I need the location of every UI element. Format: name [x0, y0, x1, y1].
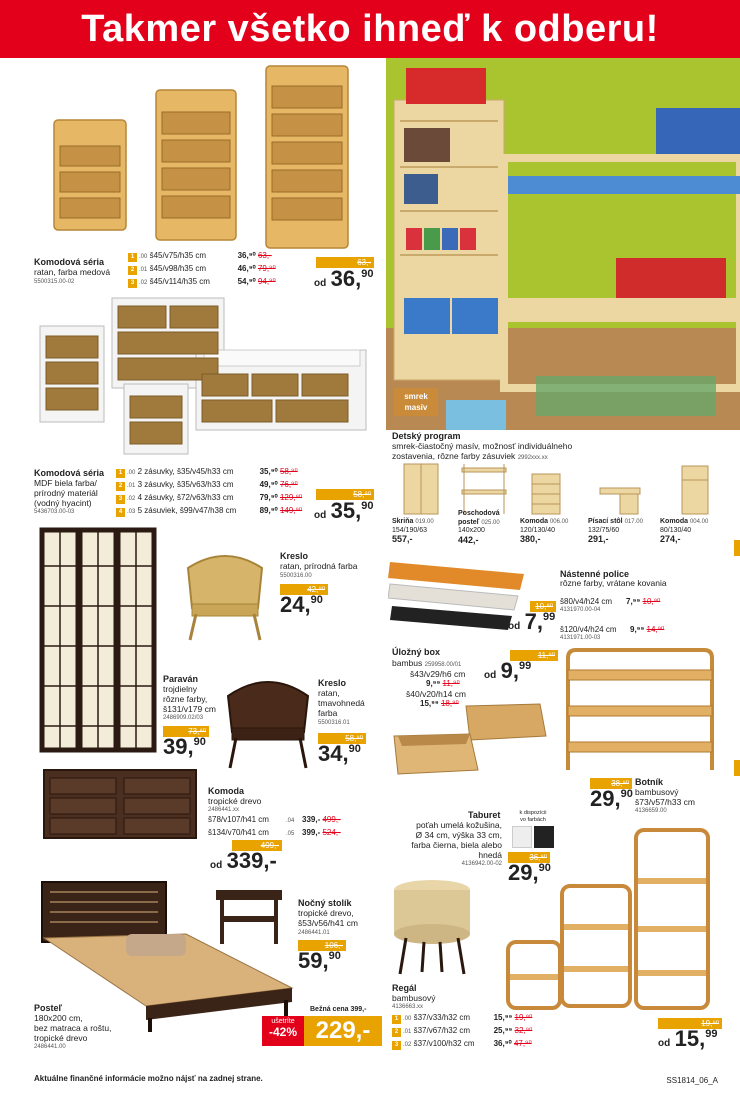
- option-old-price: 499,-: [322, 815, 341, 824]
- kids-item-name: Komoda: [660, 518, 688, 525]
- option-number: 2: [392, 1028, 401, 1037]
- option-dims: š45/v98/h35 cm: [149, 264, 207, 273]
- old-price: 58,⁹⁰: [345, 734, 363, 743]
- price-prefix: od: [658, 1038, 671, 1049]
- option-old-price: 10,⁹⁰: [642, 597, 661, 606]
- option-price: 15,⁹⁹: [493, 1013, 513, 1022]
- product-name: Komodová séria: [34, 468, 105, 478]
- option-price: 9,⁹⁹: [630, 625, 645, 634]
- option-code: .00: [403, 1016, 412, 1022]
- kids-item-code: 025.00: [481, 519, 500, 526]
- product-desc: poťah umelá kožušina,: [416, 820, 502, 830]
- product-desc: MDF biela farba/: [34, 478, 97, 488]
- option-old-price: 18,⁹⁰: [440, 699, 459, 708]
- price-cents: 99: [705, 1028, 718, 1040]
- option-dims: 4 zásuvky, š72/v63/h33 cm: [137, 493, 234, 502]
- kids-room-illustration: [386, 58, 740, 430]
- kids-item-price: 291,-: [588, 534, 609, 544]
- product-code: 5436703.00-03: [34, 509, 75, 515]
- option-price: 25,⁹⁹: [493, 1026, 513, 1035]
- option-old-price: 524,-: [322, 828, 341, 837]
- option-price: 7,⁹⁹: [626, 597, 641, 606]
- option-old-price: 11,⁹⁰: [442, 679, 460, 688]
- rattan-chair-light-image: [178, 548, 272, 642]
- product-desc: 180x200 cm,: [34, 1013, 83, 1023]
- material-badge: [394, 388, 438, 416]
- option-old-price: 14,⁹⁰: [646, 625, 665, 634]
- option-list: [208, 814, 341, 840]
- product-name: Botník: [635, 777, 663, 787]
- price-cents: 90: [620, 788, 633, 800]
- kids-item-price: 380,-: [520, 534, 541, 544]
- product-desc: zostavenia, rôzne farby zásuviek: [392, 451, 516, 461]
- option-old-price: 63,-: [257, 251, 272, 260]
- option-code: .02: [139, 280, 148, 286]
- bamboo-shoe-rack-image: [560, 648, 720, 776]
- option-code: .00: [139, 254, 148, 260]
- option-dims: 2 zásuvky, š35/v45/h33 cm: [137, 467, 234, 476]
- product-code: 4136663.xx: [392, 1004, 424, 1010]
- option-row: [208, 814, 341, 827]
- price: [658, 1026, 718, 1052]
- option-old-price: 94,⁹⁰: [257, 277, 276, 286]
- page-id: SS1814_06_A: [666, 1076, 718, 1085]
- option-row: [392, 1012, 532, 1025]
- product-desc: Ø 34 cm, výška 33 cm,: [415, 830, 502, 840]
- option-list: [128, 250, 276, 289]
- price: [298, 948, 341, 974]
- folding-screen-image: [38, 526, 158, 756]
- option-row: [116, 492, 302, 505]
- option-old-price: 149,⁹⁰: [279, 506, 303, 515]
- price: [163, 734, 206, 760]
- product-name: Taburet: [468, 810, 501, 820]
- kids-room-photo: [386, 58, 740, 430]
- page-header: [0, 0, 740, 58]
- colors-note: [510, 810, 556, 824]
- kids-item-dims: 80/130/40: [660, 526, 692, 534]
- old-price: 36,⁹⁰: [529, 853, 547, 862]
- old-price: 42,⁹⁰: [307, 585, 325, 594]
- discount-badge: [262, 1016, 304, 1046]
- product-desc: trojdielny: [163, 684, 198, 694]
- product-code: 259958.00/01: [424, 662, 462, 668]
- price-cents: 90: [193, 736, 206, 748]
- option-number: 1: [392, 1015, 401, 1024]
- product-desc: bambus: [392, 658, 423, 668]
- badge-line: smrek: [404, 392, 428, 401]
- product-code: 5500316.00: [280, 573, 312, 579]
- product-desc: ratan,: [318, 688, 340, 698]
- product-desc: š73/v57/h33 cm: [635, 797, 696, 807]
- kids-item: [458, 510, 522, 546]
- footer-note: Aktuálne finančné informácie možno nájsť na zadnej strane.: [34, 1074, 263, 1083]
- price: [314, 498, 374, 524]
- option-row: [116, 505, 302, 518]
- price-prefix: od: [210, 860, 223, 871]
- price: [280, 592, 323, 618]
- option-old-price: 76,⁹⁰: [279, 480, 298, 489]
- product-name: Kreslo: [280, 551, 309, 561]
- option-price: 79,⁹⁰: [259, 493, 278, 502]
- price-main: 29,: [508, 860, 539, 885]
- option-list: [392, 1012, 532, 1051]
- price-main: 339,-: [226, 848, 277, 873]
- option-row: [392, 1038, 532, 1051]
- price: [304, 1016, 382, 1046]
- product-code: 2992xxx.xx: [517, 455, 548, 461]
- option-list: [116, 466, 302, 518]
- option-row: [128, 250, 276, 263]
- price-cents: 90: [310, 594, 323, 606]
- product-desc: hnedá: [478, 850, 502, 860]
- product-code: 5500315.00-02: [34, 279, 75, 285]
- price-cents: 99: [519, 660, 532, 672]
- price-prefix: od: [314, 510, 327, 521]
- product-name: Regál: [392, 983, 417, 993]
- option-code: .00: [127, 470, 136, 476]
- option-code: .05: [286, 831, 295, 837]
- product-desc: ratan, prírodná farba: [280, 561, 358, 571]
- discount-percent: -42%: [268, 1025, 297, 1039]
- option-code: .03: [127, 509, 136, 515]
- option-price: 9,⁹⁹: [426, 679, 441, 688]
- old-price: 73,⁹⁰: [188, 727, 206, 736]
- option-number: 3: [392, 1041, 401, 1050]
- option-number: 3: [128, 279, 137, 288]
- price-main: 29,: [590, 786, 621, 811]
- option-row: [116, 466, 302, 479]
- old-price: 38,⁹⁰: [611, 779, 629, 788]
- product-desc: rôzne farby, vrátane kovania: [560, 578, 667, 588]
- option-dims: š45/v114/h35 cm: [149, 277, 210, 286]
- product-name: Paraván: [163, 674, 199, 684]
- option-dims: 3 zásuvky, š35/v63/h33 cm: [137, 480, 234, 489]
- product-name: Komodová séria: [34, 257, 105, 267]
- option-dims: 5 zásuviek, š99/v47/h38 cm: [137, 506, 237, 515]
- price-prefix: od: [314, 278, 327, 289]
- kids-item: [392, 518, 458, 546]
- product-desc: (vodný hyacint): [34, 498, 92, 508]
- regular-price: Bežná cena 399,-: [310, 1006, 367, 1013]
- old-price: 11,⁹⁰: [537, 651, 555, 660]
- product-name: Detský program: [392, 431, 461, 441]
- price-prefix: od: [484, 670, 497, 681]
- product-desc: farba čierna, biela alebo: [411, 840, 502, 850]
- option-price: 49,⁹⁰: [259, 480, 278, 489]
- price-cents: 99: [543, 611, 556, 623]
- price: [210, 848, 277, 874]
- option-code: .02: [127, 496, 136, 502]
- option-row: [116, 479, 302, 492]
- kids-item-name: Písací stôl: [588, 518, 623, 525]
- option-dims: š120/v4/h24 cm: [560, 625, 617, 634]
- product-desc: š131/v179 cm: [163, 704, 216, 714]
- option-dims: š80/v4/h24 cm: [560, 597, 613, 606]
- price: [314, 266, 374, 292]
- product-desc: bambusový: [635, 787, 679, 797]
- option-dims: š43/v29/h6 cm: [410, 669, 466, 679]
- price-main: 229,-: [315, 1017, 371, 1044]
- kids-item-name: Poschodová posteľ: [458, 510, 500, 526]
- white-basket-drawers-image: [36, 296, 372, 456]
- product-code: 4131971.00-03: [560, 635, 601, 641]
- option-dims: š45/v75/h35 cm: [149, 251, 207, 260]
- kids-item-price: 442,-: [458, 534, 479, 545]
- option-price: 89,⁹⁰: [259, 506, 278, 515]
- price-cents: 90: [348, 743, 361, 755]
- option-number: 1: [116, 469, 125, 478]
- product-name: Kreslo: [318, 678, 347, 688]
- product-desc: tropické drevo: [34, 1033, 88, 1043]
- old-price: 63,-: [357, 258, 371, 267]
- wall-shelves-image: [388, 556, 528, 634]
- option-number: 2: [128, 266, 137, 275]
- side-tab: [734, 760, 740, 776]
- old-price: 499,-: [260, 841, 279, 850]
- kids-item-dims: 120/130/40: [520, 526, 556, 534]
- product-code: 2486441.00: [34, 1044, 66, 1050]
- product-name: Nočný stolík: [298, 898, 352, 908]
- option-price: 399,-: [302, 828, 321, 837]
- kids-item-code: 019.00: [415, 519, 434, 525]
- product-desc: tmavohnedá: [318, 698, 365, 708]
- product-code: 2486441.01: [298, 930, 330, 936]
- price: [318, 741, 361, 767]
- colors-note-line: vo farbách: [520, 817, 546, 823]
- option-number: 4: [116, 508, 125, 517]
- product-desc: tropické drevo,: [298, 908, 354, 918]
- old-price: 10,⁹⁰: [535, 602, 553, 611]
- price-main: 24,: [280, 592, 311, 617]
- price-main: 59,: [298, 948, 329, 973]
- old-price: 106,-: [324, 941, 343, 950]
- kids-item-name: Skriňa: [392, 518, 414, 525]
- option-old-price: 32,⁹⁰: [514, 1026, 533, 1035]
- option-code: .04: [286, 818, 295, 824]
- product-desc: rôzne farby,: [163, 694, 208, 704]
- product-desc: farba: [318, 708, 338, 718]
- option-old-price: 79,⁹⁰: [257, 264, 276, 273]
- wooden-dresser-image: [40, 766, 200, 846]
- colors-note-line: k dispozícii: [519, 810, 547, 816]
- option-old-price: 58,⁹⁰: [279, 467, 298, 476]
- product-code: 4136942.00-02: [461, 861, 502, 867]
- price: [590, 786, 633, 812]
- price-main: 7,: [524, 609, 544, 634]
- discount-label: ušetríte: [271, 1018, 295, 1025]
- old-price: 58,⁹⁰: [353, 490, 371, 499]
- price-prefix: od: [508, 621, 521, 632]
- option-price: 46,⁹⁰: [237, 264, 256, 273]
- option-code: .01: [139, 267, 148, 273]
- option-price: 15,⁹⁹: [420, 699, 439, 708]
- option-number: 2: [116, 482, 125, 491]
- option-price: 36,⁹⁰: [493, 1039, 512, 1048]
- price-main: 34,: [318, 741, 349, 766]
- option-price: 339,-: [302, 815, 321, 824]
- product-name: Komoda: [208, 786, 244, 796]
- option-code: .01: [127, 483, 136, 489]
- bamboo-shelves-image: [502, 826, 714, 1012]
- bamboo-boxes-image: [390, 700, 550, 778]
- price: [508, 609, 555, 635]
- product-code: 2486909.02/03: [163, 715, 204, 721]
- price: [484, 658, 531, 684]
- price-main: 9,: [500, 658, 520, 683]
- old-price: 19,⁹⁰: [701, 1019, 719, 1028]
- option-price: 54,⁹⁰: [237, 277, 256, 286]
- kids-item-dims: 132/75/60: [588, 526, 620, 534]
- option-old-price: 129,⁹⁰: [279, 493, 303, 502]
- side-tab: [734, 540, 740, 556]
- badge-line: masív: [404, 403, 428, 412]
- kids-item-dims: 140x200: [458, 527, 485, 534]
- option-row: [128, 263, 276, 276]
- kids-item: [520, 518, 594, 546]
- option-price: 36,⁹⁰: [237, 251, 256, 260]
- product-name: Posteľ: [34, 1003, 62, 1013]
- option-number: 3: [116, 495, 125, 504]
- kids-item-dims: 154/190/63: [392, 526, 428, 534]
- product-name: Úložný box: [392, 647, 441, 657]
- product-desc: bambusový: [392, 993, 436, 1003]
- price-main: 15,: [674, 1026, 706, 1051]
- option-dims: š37/v33/h32 cm: [413, 1013, 471, 1022]
- option-code: .01: [403, 1029, 412, 1035]
- product-desc: prírodný materiál: [34, 488, 98, 498]
- product-desc: smrek-čiastočný masív, možnosť individuálneho: [392, 441, 573, 451]
- product-desc: š53/v56/h41 cm: [298, 918, 359, 928]
- price-main: 39,: [163, 734, 194, 759]
- price-cents: 90: [538, 862, 551, 874]
- kids-item-price: 274,-: [660, 534, 681, 544]
- option-code: .02: [403, 1042, 412, 1048]
- kids-item-name: Komoda: [520, 518, 548, 525]
- option-old-price: 19,⁹⁰: [514, 1013, 533, 1022]
- night-table-image: [212, 886, 286, 946]
- price-cents: 90: [328, 950, 341, 962]
- price-cents: 90: [361, 500, 374, 512]
- product-code: 4131970.00-04: [560, 607, 601, 613]
- kids-item: [660, 518, 734, 546]
- option-number: 1: [128, 253, 137, 262]
- price-cents: 90: [361, 268, 374, 280]
- product-desc: tropické drevo: [208, 796, 262, 806]
- product-desc: bez matraca a roštu,: [34, 1023, 112, 1033]
- option-price: 35,⁹⁰: [259, 467, 278, 476]
- product-code: 2486441.xx: [208, 807, 240, 813]
- kids-furniture-thumbnails: [392, 462, 732, 518]
- product-code: 5500316.01: [318, 720, 350, 726]
- price-main: 36,: [330, 266, 362, 291]
- option-row: [208, 827, 341, 840]
- option-dims: š37/v67/h32 cm: [413, 1026, 471, 1035]
- option-dims: š40/v20/h14 cm: [406, 689, 467, 699]
- kids-item-code: 017.00: [624, 519, 643, 525]
- option-old-price: 47,⁹⁰: [513, 1039, 532, 1048]
- option-dims: š37/v100/h32 cm: [413, 1039, 475, 1048]
- kids-item-price: 557,-: [392, 534, 413, 544]
- option-row: [128, 276, 276, 289]
- product-desc: ratan, farba medová: [34, 267, 111, 277]
- kids-item: [588, 518, 666, 546]
- product-code: 4136659.00: [635, 808, 667, 814]
- price-main: 35,: [330, 498, 362, 523]
- fur-stool-image: [390, 876, 474, 976]
- option-dims: š78/v107/h41 cm: [208, 815, 269, 824]
- rattan-drawers-image: [48, 62, 360, 252]
- product-name: Nástenné police: [560, 569, 630, 579]
- kids-item-code: 006.00: [549, 519, 569, 525]
- kids-item-code: 004.00: [689, 519, 709, 525]
- rattan-chair-dark-image: [218, 672, 318, 770]
- header-title: Takmer všetko ihneď k odberu!: [81, 8, 659, 50]
- option-dims: š134/v70/h41 cm: [208, 828, 269, 837]
- option-row: [392, 1025, 532, 1038]
